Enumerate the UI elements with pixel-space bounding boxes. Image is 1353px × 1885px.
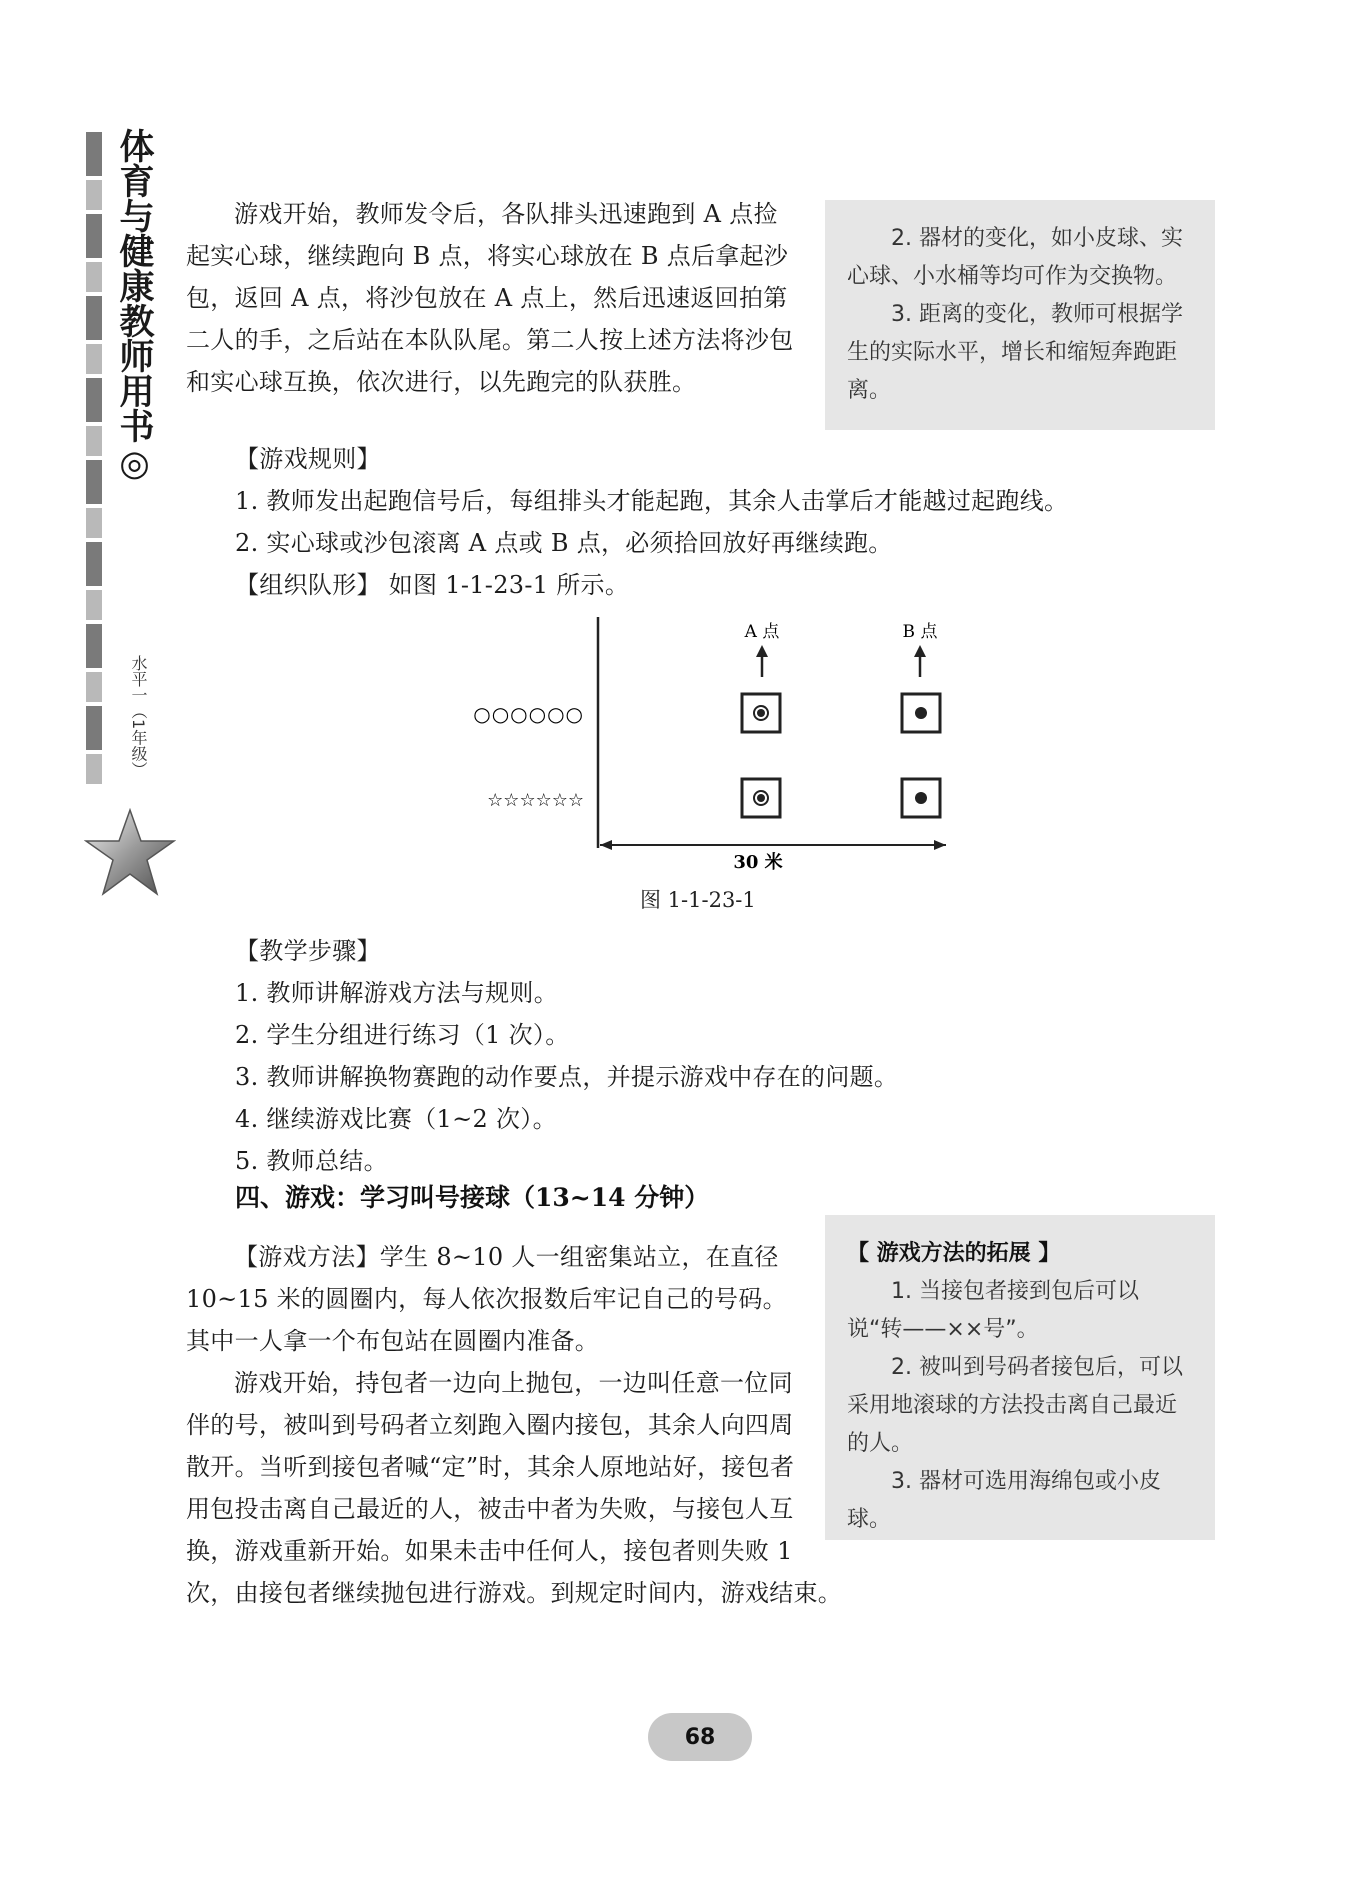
tip-item: 3. 器材可选用海绵包或小皮球。 <box>847 1469 1161 1532</box>
distance-arrow-left <box>600 840 612 850</box>
medicine-ball-center <box>757 709 765 717</box>
step-item: 1. 教师讲解游戏方法与规则。 <box>235 979 559 1007</box>
section-title: 四、游戏：学习叫号接球（13~14 分钟） <box>235 1183 710 1212</box>
arrow-up-b-head <box>914 645 926 657</box>
tip-box-variations <box>825 200 1215 430</box>
rules-heading: 【游戏规则】 <box>235 445 381 473</box>
tip-box-title: 【 游戏方法的拓展 】 <box>847 1241 1061 1266</box>
point-b-label: B 点 <box>902 622 938 642</box>
point-a-label: A 点 <box>744 622 780 642</box>
sandbag-icon <box>915 707 927 719</box>
formation-line: 【组织队形】 如图 1-1-23-1 所示。 <box>235 571 630 599</box>
tip-box-extension <box>825 1215 1215 1540</box>
section4-body <box>186 1236 798 1362</box>
sandbag-icon <box>915 792 927 804</box>
book-title: 体育与健康教师用书◎ <box>114 128 155 484</box>
teaching-steps <box>235 930 1195 1182</box>
team-circles: ○○○○○○ <box>473 702 584 726</box>
distance-arrow-right <box>934 840 946 850</box>
game-rules <box>235 438 1195 606</box>
formation-diagram <box>440 615 960 875</box>
distance-label: 30 米 <box>733 852 783 873</box>
medicine-ball-center <box>757 794 765 802</box>
tip-distance-variation: 3. 距离的变化，教师可根据学生的实际水平，增长和缩短奔跑距离。 <box>847 302 1183 403</box>
step-item: 4. 继续游戏比赛（1~2 次）。 <box>235 1105 557 1133</box>
tip-equipment-variation: 2. 器材的变化，如小皮球、实心球、小水桶等均可作为交换物。 <box>847 226 1183 289</box>
page-number: 68 <box>648 1713 752 1761</box>
rule-item: 1. 教师发出起跑信号后，每组排头才能起跑，其余人击掌后才能越过起跑线。 <box>235 487 1069 515</box>
step-item: 5. 教师总结。 <box>235 1147 388 1175</box>
team-stars: ☆☆☆☆☆☆ <box>487 790 584 811</box>
step-item: 3. 教师讲解换物赛跑的动作要点，并提示游戏中存在的问题。 <box>235 1063 899 1091</box>
game-play: 游戏开始，持包者一边向上抛包，一边叫任意一位同伴的号，被叫到号码者立刻跑入圈内接包，其余人向四周散开。当听到接包者喊“定”时，其余人原地站好，接包者用包投击离自己最近的人，被击中者为失败，与接包人互换，游戏重新开始。如果未击中任何人，接包者则失败 1 次，由接包者继续抛包进行游戏。到规定时间内，游戏结束。 <box>186 1362 1196 1614</box>
grade-level: 水平一（1年级） <box>129 655 148 778</box>
tip-item: 2. 被叫到号码者接包后，可以采用地滚球的方法投击离自己最近的人。 <box>847 1355 1183 1456</box>
step-item: 2. 学生分组进行练习（1 次）。 <box>235 1021 570 1049</box>
figure-caption: 图 1-1-23-1 <box>640 888 756 912</box>
game-start-paragraph: 游戏开始，教师发令后，各队排头迅速跑到 A 点捡起实心球，继续跑向 B 点，将实心球放在 B 点后拿起沙包，返回 A 点，将沙包放在 A 点上，然后迅速返回拍第二人的手，之后站在本队队尾。第二人按上述方法将沙包和实心球互换，依次进行，以先跑完的队获胜。 <box>186 200 794 396</box>
star-icon <box>84 808 176 898</box>
arrow-up-a-head <box>756 645 768 657</box>
rule-item: 2. 实心球或沙包滚离 A 点或 B 点，必须拾回放好再继续跑。 <box>235 529 893 557</box>
game-method: 【游戏方法】学生 8~10 人一组密集站立，在直径 10~15 米的圆圈内，每人依次报数后牢记自己的号码。其中一人拿一个布包站在圆圈内准备。 <box>186 1243 787 1355</box>
tip-item: 1. 当接包者接到包后可以说“转——××号”。 <box>847 1279 1139 1342</box>
steps-heading: 【教学步骤】 <box>235 937 381 965</box>
